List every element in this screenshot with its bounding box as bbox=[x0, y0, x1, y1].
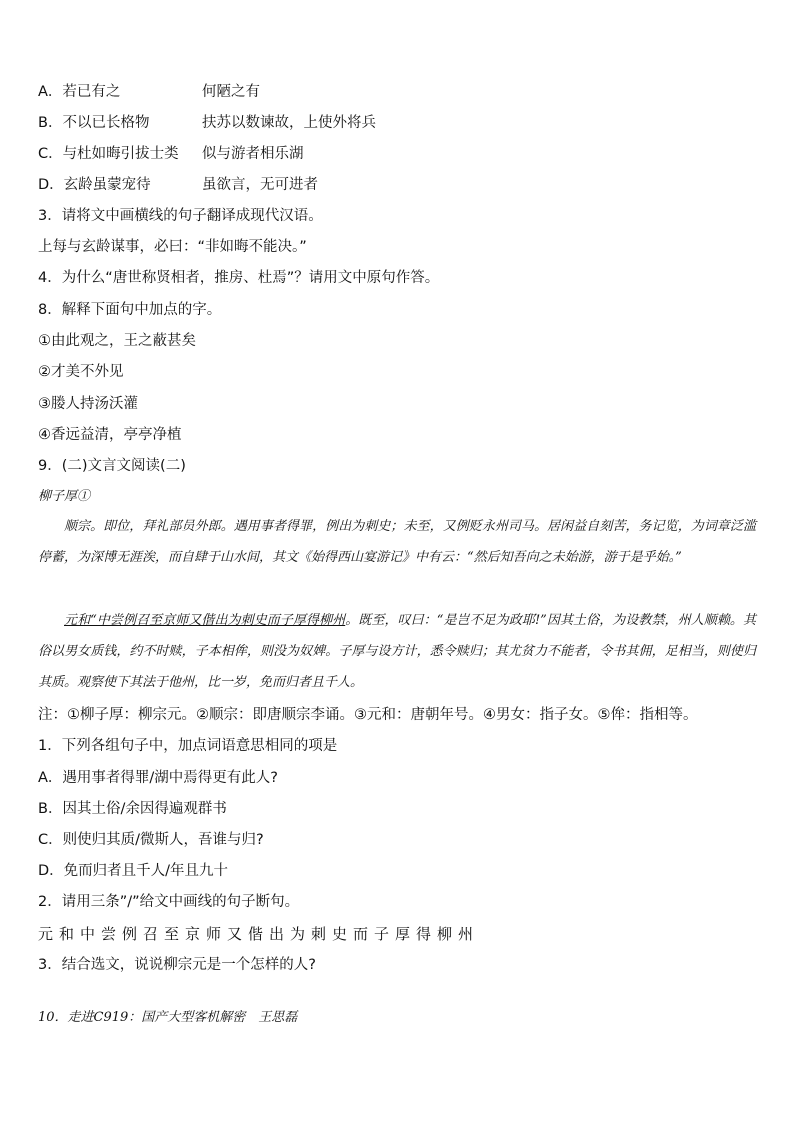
underlined-sentence: 元和“中尝例召至京师又偕出为刺史而子厚得柳州 bbox=[64, 613, 346, 628]
option-text-b: 似与游者相乐湖 bbox=[202, 146, 304, 162]
q9-1-prompt: 1．下列各组句子中，加点词语意思相同的项是 bbox=[38, 738, 338, 754]
q3-prompt: 3．请将文中画横线的句子翻译成现代汉语。 bbox=[38, 208, 323, 224]
option-text-a: B．不以已长格物 bbox=[38, 115, 150, 131]
q4-prompt: 4．为什么“唐世称贤相者，推房、杜焉”？请用文中原句作答。 bbox=[38, 270, 440, 286]
option-text-a: D．玄龄虽蒙宠待 bbox=[38, 177, 151, 193]
passage-notes: 注：①柳子厚：柳宗元。②顺宗：即唐顺宗李诵。③元和：唐朝年号。④男女：指子女。⑤侔：指相等。 bbox=[38, 707, 698, 723]
passage-title: 柳子厚① bbox=[38, 489, 91, 504]
option-text-a: A．若已有之 bbox=[38, 84, 121, 100]
q9-1-option-c: C．则使归其质/微斯人，吾谁与归? bbox=[38, 832, 264, 848]
q9-heading: 9．(二)文言文阅读(二) bbox=[38, 458, 186, 474]
q9-1-option-a: A．遇用事者得罪/湖中焉得更有此人? bbox=[38, 770, 278, 786]
option-text-b: 虽欲言，无可进者 bbox=[202, 177, 318, 193]
q9-1-option-b: B．因其土俗/余因得遍观群书 bbox=[38, 801, 227, 817]
option-text-b: 何陋之有 bbox=[202, 84, 260, 100]
q8-item-1: ①由此观之，王之蔽甚矣 bbox=[38, 333, 196, 349]
q8-item-3: ③媵人持汤沃灌 bbox=[38, 396, 138, 412]
q8-prompt: 8．解释下面句中加点的字。 bbox=[38, 302, 222, 318]
paragraph-2-rest: 。既至，叹曰：“是岂不足为政耶!”因其土俗，为设教禁，州人顺赖。其俗以男女质钱，约不时赎，子本相侔，则没为奴婢。子厚与设方计，悉令赎归；其尤贫力不能者，令书其佣，足相当，则使归其质。观察使下其法于他州，比一岁，免而归者且千人。 bbox=[38, 613, 756, 690]
passage-paragraph-2 bbox=[38, 605, 756, 698]
option-text-b: 扶苏以数谏故，上使外将兵 bbox=[202, 115, 376, 131]
q9-2-sentence: 元和中尝例召至京师又偕出为刺史而子厚得柳州 bbox=[38, 925, 480, 943]
option-text-a: C．与杜如晦引拔士类 bbox=[38, 146, 179, 162]
q10-heading: 10．走进C919：国产大型客机解密 王思磊 bbox=[38, 1010, 298, 1025]
q9-2-prompt: 2．请用三条”/”给文中画线的句子断句。 bbox=[38, 894, 300, 910]
q9-3-prompt: 3．结合选文，说说柳宗元是一个怎样的人? bbox=[38, 957, 316, 973]
q8-item-2: ②才美不外见 bbox=[38, 364, 124, 380]
q8-item-4: ④香远益清，亭亭净植 bbox=[38, 427, 182, 443]
q9-1-option-d: D．免而归者且千人/年且九十 bbox=[38, 863, 229, 879]
passage-paragraph-1: 顺宗。即位，拜礼部员外郎。遇用事者得罪，例出为刺史；未至，又例贬永州司马。居闲益自刻苦，务记览，为词章泛滥停蓄，为深博无涯涘，而自肆于山水间，其文《始得西山宴游记》中有云：“然后知吾向之未始游，游于是乎始。” bbox=[38, 519, 756, 565]
q3-sentence: 上每与玄龄谋事，必曰：“非如晦不能决。” bbox=[38, 239, 307, 255]
